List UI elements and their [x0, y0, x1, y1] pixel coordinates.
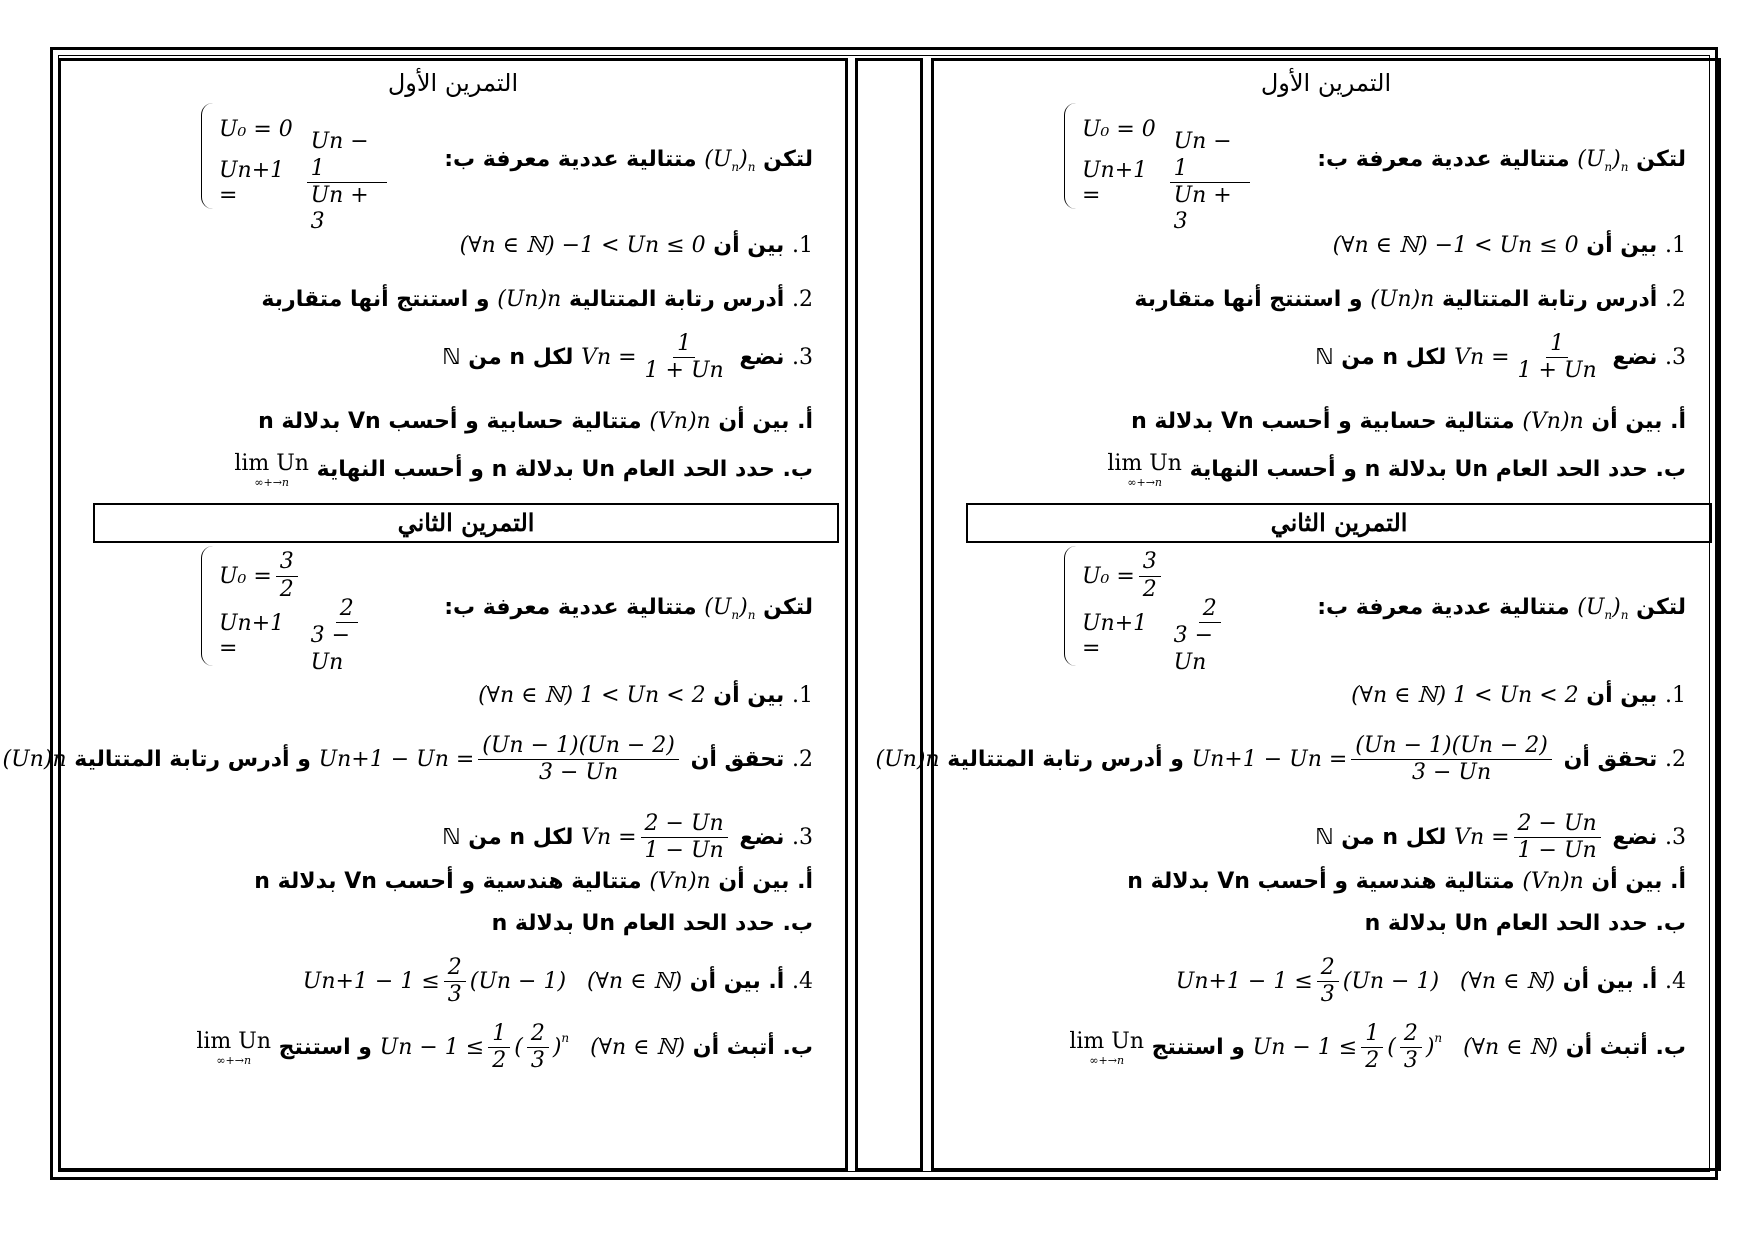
ex2-question-3a: أ. بين أن (Vn)n متتالية هندسية و أحسب Vn بدلالة n [1127, 869, 1686, 894]
ex2-question-3a: أ. بين أن (Vn)n متتالية هندسية و أحسب Vn بدلالة n [254, 869, 813, 894]
ex1-question-3b: ب. حدد الحد العام Un بدلالة n و أحسب النهاية lim Un n→+∞ [234, 451, 813, 489]
ex1-system-row2: Un+1 = $\frac{Un - 1}{Un + 3}$ [219, 156, 391, 209]
ex2-question-4b: ب. أتبث أن Un − 1 ≤ $\frac{1}{2}$ ( $\frac{2}{3}$ )$^n$ (∀n ∈ ℕ) و استنتج lim Un n→+∞ [196, 1021, 813, 1074]
ex1-definition-system [1064, 103, 1254, 235]
ex1-question-3b: ب. حدد الحد العام Un بدلالة n و أحسب النهاية lim Un n→+∞ [1107, 451, 1686, 489]
ex2-question-4a: 4. أ. بين أن Un+1 − 1 ≤ $\frac{2}{3}$ (Un − 1) (∀n ∈ ℕ) [302, 955, 813, 1008]
ex2-question-1: 1. بين أن (∀n ∈ ℕ) 1 < Un < 2 [1351, 683, 1686, 708]
ex2-definition-system [201, 546, 391, 675]
ex2-question-4b: ب. أتبث أن Un − 1 ≤ $\frac{1}{2}$ ( $\frac{2}{3}$ )$^n$ (∀n ∈ ℕ) و استنتج lim Un n→+∞ [1069, 1021, 1686, 1074]
ex1-definition-system [201, 103, 391, 235]
ex2-question-2: 2. تحقق أن Un+1 − Un = $\frac{(Un - 1)(Un - 2)}{3 - Un}$ و أدرس رتابة المتتالية (Un)n [875, 733, 1686, 786]
ex1-system-row2: Un+1 = $\frac{Un - 1}{Un + 3}$ [1082, 156, 1254, 209]
exercise1-title: التمرين الأول [1260, 69, 1392, 97]
ex2-system-row2: Un+1 = $\frac{2}{3 - Un}$ [1082, 606, 1254, 666]
ex2-question-3b: ب. حدد الحد العام Un بدلالة n [1364, 911, 1686, 936]
ex1-system-row1: U₀ = 0 [1082, 117, 1156, 142]
ex2-question-1: 1. بين أن (∀n ∈ ℕ) 1 < Un < 2 [478, 683, 813, 708]
ex2-question-3: 3. نضع Vn = $\frac{2 - Un}{1 - Un}$ لكل n من ℕ [442, 811, 813, 864]
ex1-question-2: 2. أدرس رتابة المتتالية (Un)n و استنتج أنها متقاربة [1134, 287, 1686, 312]
ex2-definition-system [1064, 546, 1254, 675]
ex1-question-1: 1. بين أن (∀n ∈ ℕ) −1 < Un ≤ 0 [459, 233, 813, 258]
ex2-system-row2: Un+1 = $\frac{2}{3 - Un}$ [219, 606, 391, 666]
ex2-question-2: 2. تحقق أن Un+1 − Un = $\frac{(Un - 1)(Un - 2)}{3 - Un}$ و أدرس رتابة المتتالية (Un)n [2, 733, 813, 786]
ex2-system-row1: U₀ = $\frac{3}{2}$ [1082, 546, 1254, 606]
ex2-intro-line: لتكن $(U_n)_n$ متتالية عددية معرفة ب: [1317, 595, 1686, 622]
ex1-question-3: 3. نضع Vn = $\frac{1}{1 + Un}$ لكل n من ℕ [1315, 331, 1686, 384]
worksheet-copy-right [875, 58, 1721, 1171]
ex1-question-1: 1. بين أن (∀n ∈ ℕ) −1 < Un ≤ 0 [1332, 233, 1686, 258]
ex2-intro-line: لتكن $(U_n)_n$ متتالية عددية معرفة ب: [444, 595, 813, 622]
ex1-system-row1: U₀ = 0 [219, 117, 293, 142]
ex1-question-2: 2. أدرس رتابة المتتالية (Un)n و استنتج أنها متقاربة [261, 287, 813, 312]
center-gutter [855, 58, 923, 1171]
ex1-question-3: 3. نضع Vn = $\frac{1}{1 + Un}$ لكل n من ℕ [442, 331, 813, 384]
exercise2-title: التمرين الثاني [966, 503, 1712, 543]
ex1-intro-line: لتكن $(U_n)_n$ متتالية عددية معرفة ب: [1317, 147, 1686, 174]
exercise1-title: التمرين الأول [387, 69, 519, 97]
ex1-intro-line: لتكن $(U_n)_n$ متتالية عددية معرفة ب: [444, 147, 813, 174]
ex2-system-row1: U₀ = $\frac{3}{2}$ [219, 546, 391, 606]
ex2-question-4a: 4. أ. بين أن Un+1 − 1 ≤ $\frac{2}{3}$ (Un − 1) (∀n ∈ ℕ) [1175, 955, 1686, 1008]
ex1-question-3a: أ. بين أن (Vn)n متتالية حسابية و أحسب Vn بدلالة n [1131, 409, 1686, 434]
ex2-question-3: 3. نضع Vn = $\frac{2 - Un}{1 - Un}$ لكل n من ℕ [1315, 811, 1686, 864]
exercise2-title: التمرين الثاني [93, 503, 839, 543]
ex1-question-3a: أ. بين أن (Vn)n متتالية حسابية و أحسب Vn بدلالة n [258, 409, 813, 434]
worksheet-copy-left [2, 58, 848, 1171]
ex2-question-3b: ب. حدد الحد العام Un بدلالة n [491, 911, 813, 936]
